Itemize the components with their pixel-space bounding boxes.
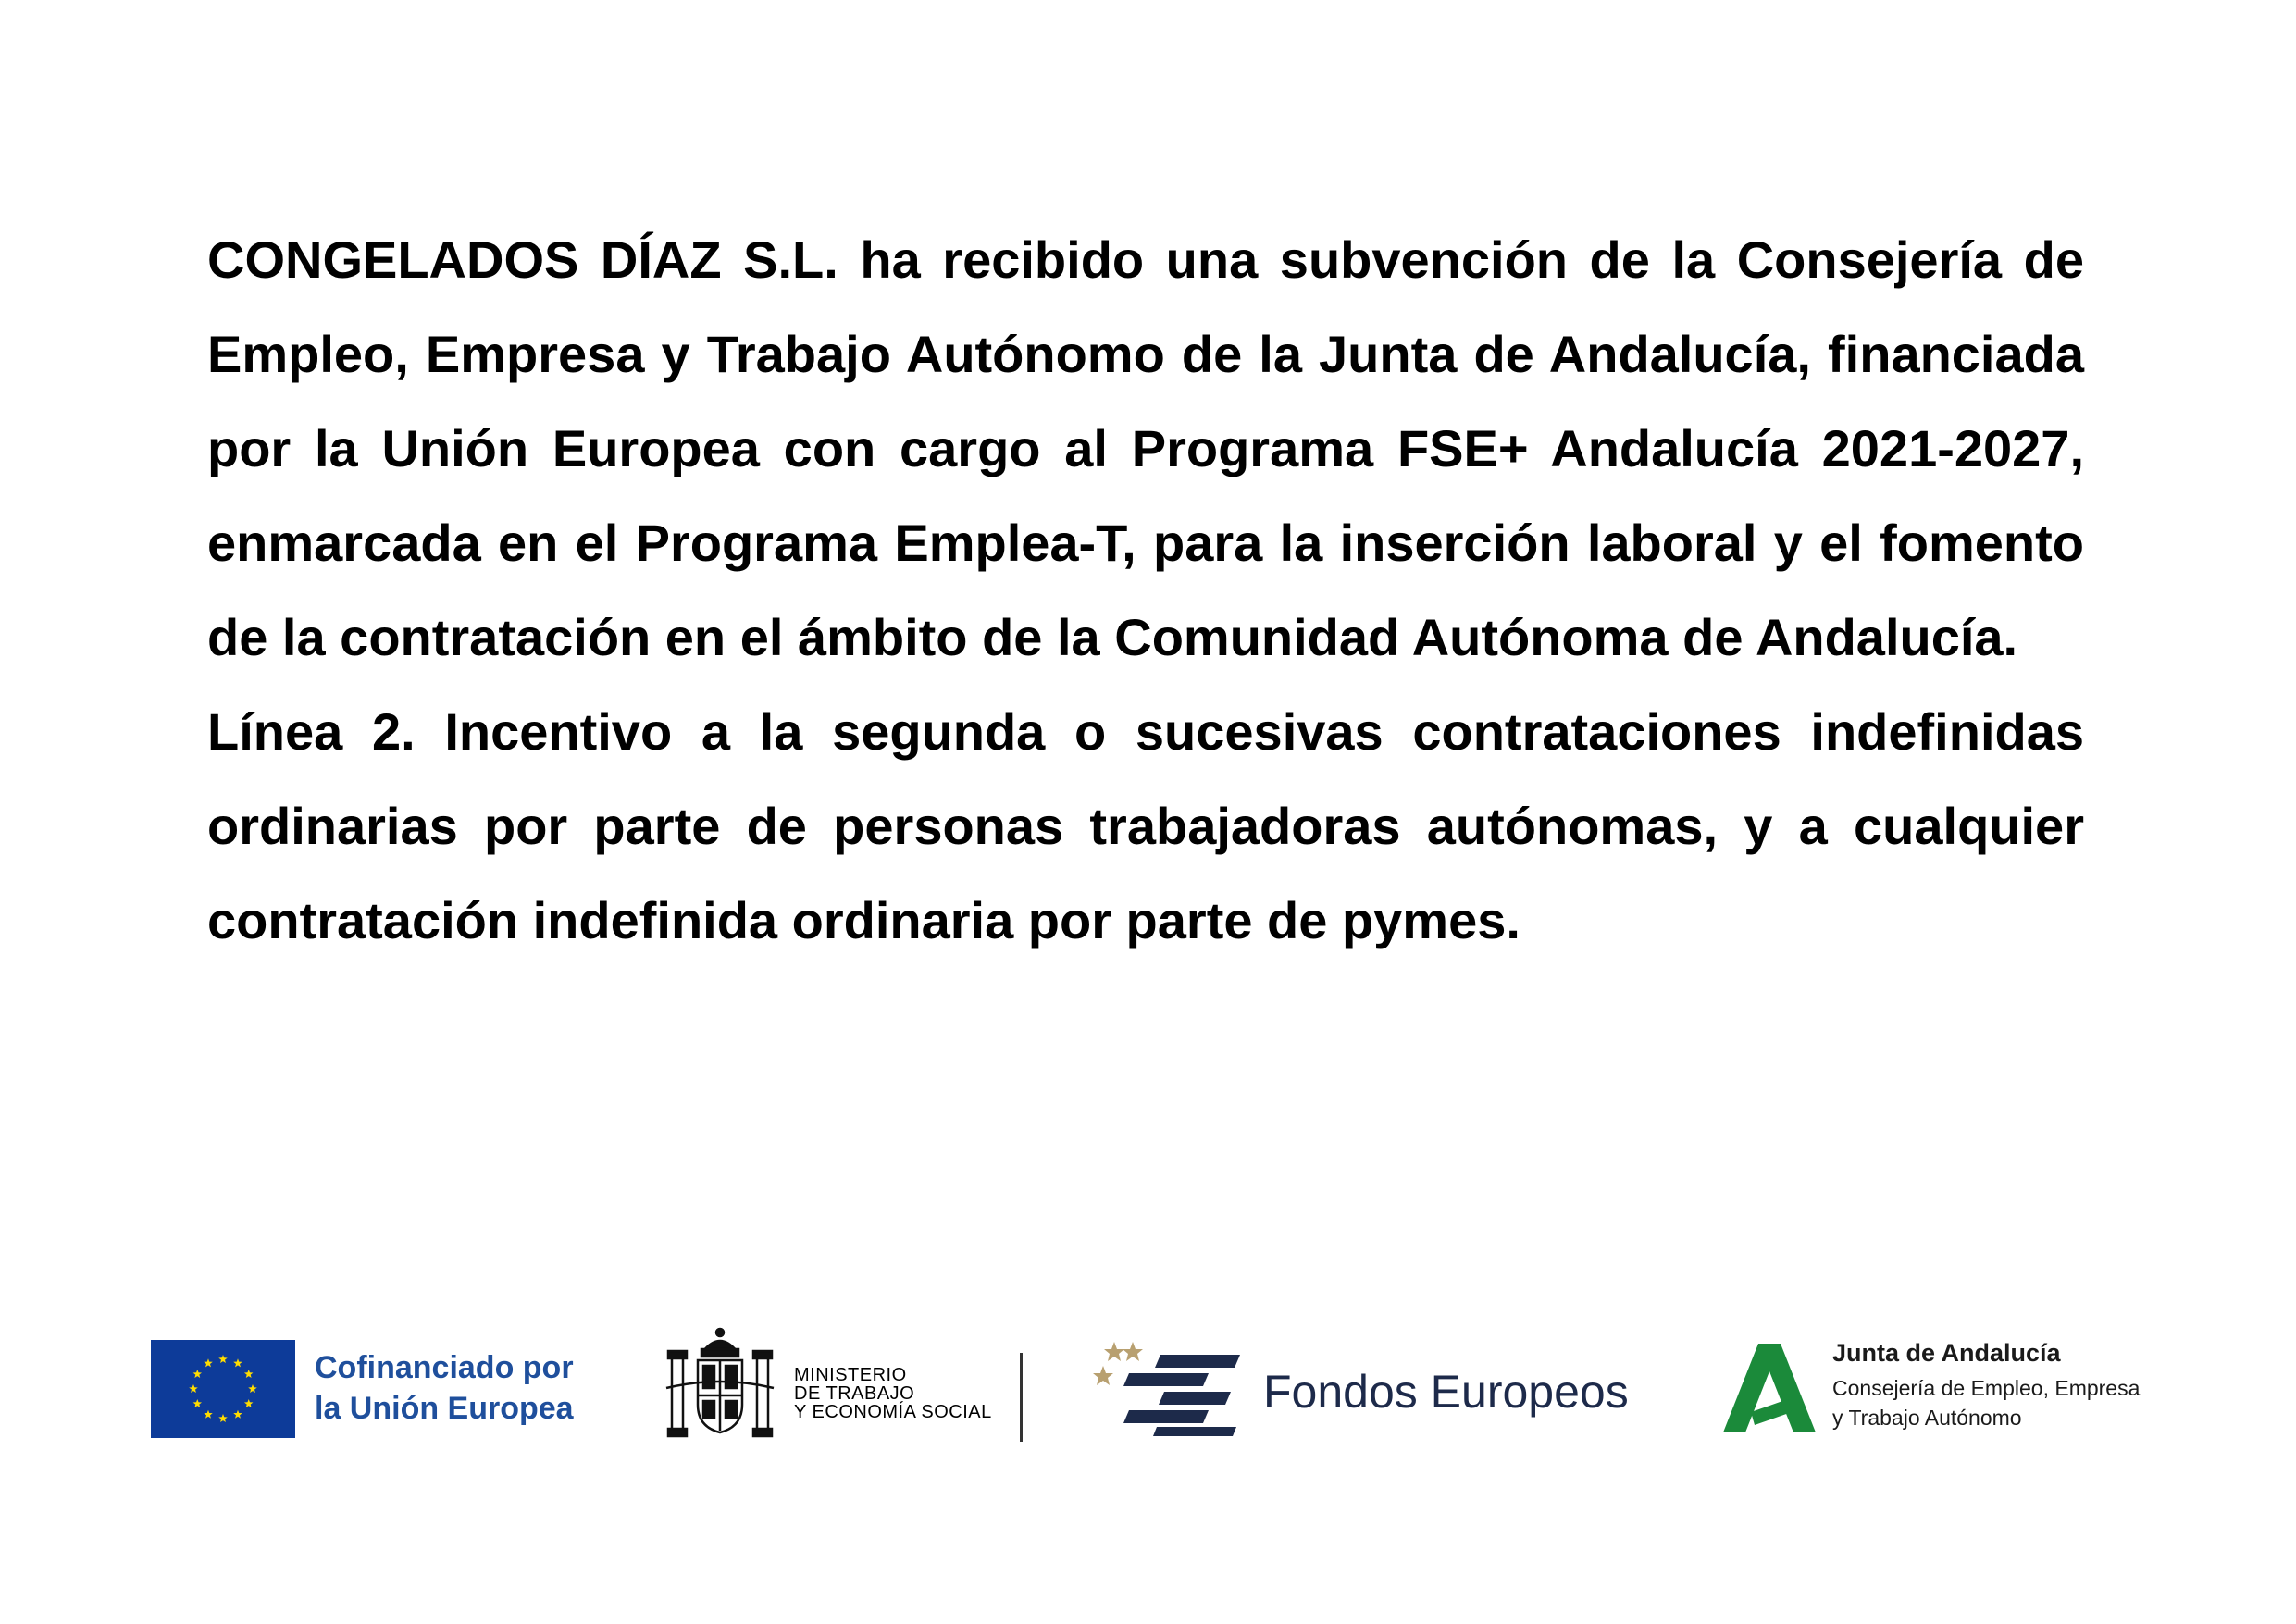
ministerio-logo bbox=[663, 1323, 1024, 1442]
ministerio-line-1: MINISTERIO bbox=[794, 1365, 907, 1385]
fondos-europeos-logo bbox=[1092, 1338, 1638, 1440]
ministerio-text bbox=[794, 1366, 992, 1421]
fondos-europeos-mark-icon bbox=[1092, 1338, 1244, 1440]
logo-divider bbox=[1020, 1353, 1023, 1442]
eu-logo-line-2: la Unión Europea bbox=[315, 1391, 574, 1426]
eu-cofinanced-logo bbox=[151, 1340, 593, 1438]
eu-flag-icon bbox=[151, 1340, 295, 1438]
eu-logo-line-1: Cofinanciado por bbox=[315, 1350, 574, 1385]
ministerio-line-2: DE TRABAJO bbox=[794, 1383, 915, 1404]
fondos-europeos-label: Fondos Europeos bbox=[1263, 1366, 1629, 1418]
spain-coat-of-arms-icon bbox=[663, 1323, 777, 1442]
junta-sub-line-1: Consejería de Empleo, Empresa bbox=[1832, 1376, 2141, 1400]
junta-sub-line-2: y Trabajo Autónomo bbox=[1832, 1406, 2022, 1430]
junta-andalucia-mark-icon bbox=[1723, 1344, 1816, 1432]
paragraph-subsidy-notice: CONGELADOS DÍAZ S.L. ha recibido una subvención de la Consejería de Empleo, Empresa y Trabajo Autónomo de la Junta de Andalucía, financiada por la Unión Europea con cargo al Programa FSE+ Andalucía 2021-2027, enmarcada en el Programa Emplea-T, para la inserción laboral y el fomento de la contratación en el ámbito de la Comunidad Autónoma de Andalucía. bbox=[207, 230, 2084, 666]
junta-title: Junta de Andalucía bbox=[1832, 1339, 2061, 1367]
eu-logo-text bbox=[315, 1347, 592, 1429]
ministerio-line-3: Y ECONOMÍA SOCIAL bbox=[794, 1402, 992, 1422]
junta-andalucia-logo bbox=[1723, 1336, 2158, 1438]
junta-subtitle bbox=[1832, 1373, 2140, 1432]
main-text bbox=[207, 213, 2084, 968]
paragraph-linea-2: Línea 2. Incentivo a la segunda o sucesivas contrataciones indefinidas ordinarias por parte de personas trabajadoras autónomas, y a cualquier contratación indefinida ordinaria por parte de pymes. bbox=[207, 702, 2084, 949]
